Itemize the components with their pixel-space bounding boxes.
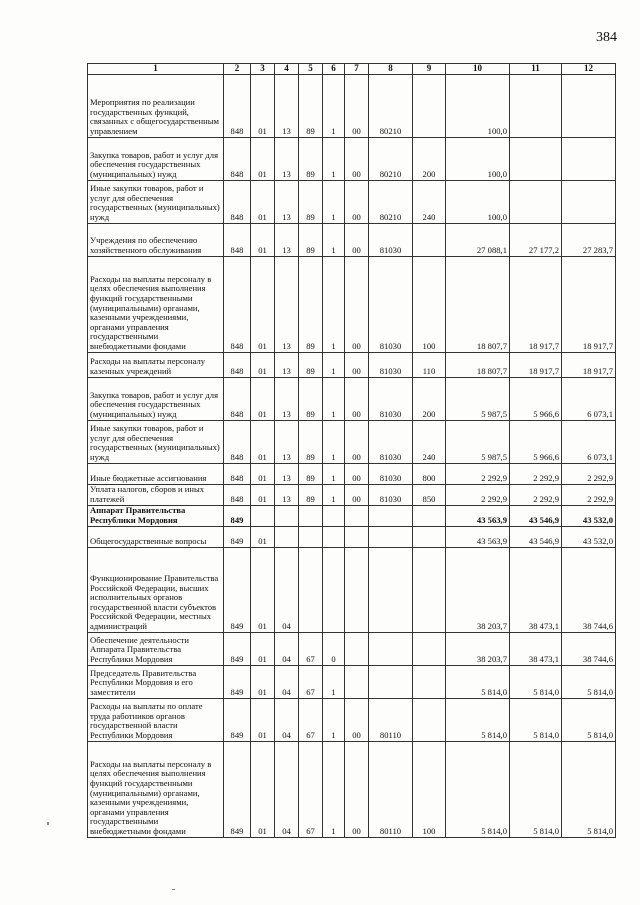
cell-col-5	[299, 547, 323, 632]
cell-col-8: 81030	[369, 377, 413, 420]
row-name-cell: Иные закупки товаров, работ и услуг для обеспечения государственных (муниципальных) нужд	[88, 180, 224, 223]
cell-col-12: 5 814,0	[562, 665, 616, 698]
col-header-2: 2	[224, 64, 251, 75]
cell-col-4: 13	[275, 420, 299, 463]
cell-col-10: 43 563,9	[446, 505, 510, 526]
cell-col-7: 00	[345, 420, 369, 463]
cell-col-2: 848	[224, 180, 251, 223]
cell-col-12: 2 292,9	[562, 463, 616, 484]
cell-col-8: 81030	[369, 223, 413, 256]
cell-col-7: 00	[345, 484, 369, 505]
cell-col-2: 848	[224, 484, 251, 505]
cell-col-12: 27 283,7	[562, 223, 616, 256]
cell-col-2: 848	[224, 352, 251, 377]
cell-col-8: 80210	[369, 137, 413, 180]
cell-col-6: 1	[323, 698, 345, 741]
cell-col-10: 38 203,7	[446, 547, 510, 632]
cell-col-9	[413, 223, 446, 256]
table-row	[88, 665, 616, 698]
cell-col-2: 849	[224, 526, 251, 547]
cell-col-11: 5 814,0	[510, 741, 562, 837]
cell-col-2: 849	[224, 698, 251, 741]
cell-col-5: 89	[299, 420, 323, 463]
cell-col-3: 01	[251, 377, 275, 420]
cell-col-12: 43 532,0	[562, 526, 616, 547]
row-name-cell: Обеспечение деятельности Аппарата Правительства Республики Мордовия	[88, 632, 224, 665]
cell-col-5: 67	[299, 698, 323, 741]
cell-col-4: 13	[275, 463, 299, 484]
cell-col-10: 2 292,9	[446, 484, 510, 505]
cell-col-8: 81030	[369, 352, 413, 377]
cell-col-4: 13	[275, 256, 299, 352]
cell-col-12: 2 292,9	[562, 484, 616, 505]
cell-col-5: 89	[299, 137, 323, 180]
cell-col-10: 27 088,1	[446, 223, 510, 256]
cell-col-4: 04	[275, 698, 299, 741]
cell-col-6	[323, 547, 345, 632]
cell-col-3: 01	[251, 665, 275, 698]
row-name-cell: Расходы на выплаты по оплате труда работников органов государственной власти Республики Мордовия	[88, 698, 224, 741]
cell-col-10: 18 807,7	[446, 256, 510, 352]
cell-col-4: 04	[275, 665, 299, 698]
col-header-8: 8	[369, 64, 413, 75]
table-row	[88, 377, 616, 420]
cell-col-4: 13	[275, 137, 299, 180]
col-header-5: 5	[299, 64, 323, 75]
cell-col-3	[251, 505, 275, 526]
cell-col-9: 850	[413, 484, 446, 505]
cell-col-4: 13	[275, 484, 299, 505]
cell-col-12: 18 917,7	[562, 256, 616, 352]
cell-col-2: 848	[224, 74, 251, 137]
cell-col-11: 5 814,0	[510, 665, 562, 698]
cell-col-6: 1	[323, 137, 345, 180]
cell-col-3: 01	[251, 256, 275, 352]
cell-col-3: 01	[251, 420, 275, 463]
table-row	[88, 74, 616, 137]
cell-col-9: 100	[413, 256, 446, 352]
cell-col-10: 100,0	[446, 137, 510, 180]
table-row	[88, 223, 616, 256]
cell-col-12: 5 814,0	[562, 698, 616, 741]
cell-col-5: 67	[299, 741, 323, 837]
cell-col-11: 38 473,1	[510, 547, 562, 632]
cell-col-10: 43 563,9	[446, 526, 510, 547]
cell-col-8	[369, 505, 413, 526]
cell-col-9: 800	[413, 463, 446, 484]
cell-col-6: 1	[323, 741, 345, 837]
cell-col-11: 38 473,1	[510, 632, 562, 665]
cell-col-7: 00	[345, 377, 369, 420]
table-row	[88, 137, 616, 180]
cell-col-6: 1	[323, 180, 345, 223]
cell-col-9: 200	[413, 137, 446, 180]
cell-col-9	[413, 526, 446, 547]
col-header-6: 6	[323, 64, 345, 75]
cell-col-12: 6 073,1	[562, 377, 616, 420]
cell-col-10: 2 292,9	[446, 463, 510, 484]
cell-col-5: 67	[299, 632, 323, 665]
row-name-cell: Аппарат Правительства Республики Мордовия	[88, 505, 224, 526]
cell-col-11: 18 917,7	[510, 352, 562, 377]
cell-col-4: 13	[275, 377, 299, 420]
scan-mark	[47, 822, 49, 825]
cell-col-4: 13	[275, 74, 299, 137]
cell-col-8: 81030	[369, 420, 413, 463]
cell-col-2: 849	[224, 547, 251, 632]
cell-col-5: 89	[299, 256, 323, 352]
cell-col-6: 1	[323, 352, 345, 377]
cell-col-5	[299, 505, 323, 526]
row-name-cell: Общегосударственные вопросы	[88, 526, 224, 547]
cell-col-3: 01	[251, 547, 275, 632]
cell-col-3: 01	[251, 180, 275, 223]
cell-col-5	[299, 526, 323, 547]
cell-col-12: 5 814,0	[562, 741, 616, 837]
cell-col-7: 00	[345, 256, 369, 352]
cell-col-7: 00	[345, 352, 369, 377]
cell-col-11: 5 966,6	[510, 377, 562, 420]
budget-table	[87, 63, 616, 838]
row-name-cell: Расходы на выплаты персоналу в целях обеспечения выполнения функций государственными (муниципальными) органами, казенными учреждениями, органами управления государственными внебюджетными фондами	[88, 741, 224, 837]
cell-col-10: 38 203,7	[446, 632, 510, 665]
cell-col-7: 00	[345, 137, 369, 180]
row-name-cell: Расходы на выплаты персоналу в целях обеспечения выполнения функций государственными (муниципальными) органами, казенными учреждениями, органами управления государственными внебюджетными фондами	[88, 256, 224, 352]
cell-col-7: 00	[345, 741, 369, 837]
cell-col-7	[345, 632, 369, 665]
cell-col-3: 01	[251, 463, 275, 484]
col-header-10: 10	[446, 64, 510, 75]
cell-col-6: 1	[323, 377, 345, 420]
row-name-cell: Иные закупки товаров, работ и услуг для обеспечения государственных (муниципальных) нужд	[88, 420, 224, 463]
cell-col-4	[275, 526, 299, 547]
cell-col-6: 1	[323, 223, 345, 256]
col-header-7: 7	[345, 64, 369, 75]
cell-col-10: 18 807,7	[446, 352, 510, 377]
row-name-cell: Закупка товаров, работ и услуг для обеспечения государственных (муниципальных) нужд	[88, 377, 224, 420]
cell-col-6: 1	[323, 74, 345, 137]
cell-col-2: 848	[224, 463, 251, 484]
cell-col-2: 848	[224, 223, 251, 256]
header-row	[88, 64, 616, 75]
cell-col-7: 00	[345, 698, 369, 741]
cell-col-6: 1	[323, 463, 345, 484]
cell-col-11: 5 966,6	[510, 420, 562, 463]
cell-col-4	[275, 505, 299, 526]
col-header-3: 3	[251, 64, 275, 75]
col-header-12: 12	[562, 64, 616, 75]
col-header-9: 9	[413, 64, 446, 75]
cell-col-9	[413, 665, 446, 698]
cell-col-9	[413, 698, 446, 741]
cell-col-2: 849	[224, 505, 251, 526]
cell-col-7	[345, 505, 369, 526]
table-row	[88, 632, 616, 665]
cell-col-7	[345, 526, 369, 547]
cell-col-11	[510, 180, 562, 223]
cell-col-7: 00	[345, 223, 369, 256]
cell-col-9: 200	[413, 377, 446, 420]
table-row	[88, 547, 616, 632]
cell-col-11	[510, 74, 562, 137]
row-name-cell: Председатель Правительства Республики Мордовия и его заместители	[88, 665, 224, 698]
row-name-cell: Закупка товаров, работ и услуг для обеспечения государственных (муниципальных) нужд	[88, 137, 224, 180]
cell-col-4: 13	[275, 180, 299, 223]
cell-col-3: 01	[251, 741, 275, 837]
cell-col-3: 01	[251, 632, 275, 665]
cell-col-8: 80110	[369, 698, 413, 741]
cell-col-7: 00	[345, 180, 369, 223]
cell-col-3: 01	[251, 74, 275, 137]
cell-col-9	[413, 632, 446, 665]
cell-col-10: 5 814,0	[446, 741, 510, 837]
cell-col-10: 5 814,0	[446, 665, 510, 698]
cell-col-12	[562, 180, 616, 223]
row-name-cell: Мероприятия по реализации государственных функций, связанных с общегосударственным управлением	[88, 74, 224, 137]
cell-col-5: 89	[299, 223, 323, 256]
table-row	[88, 180, 616, 223]
cell-col-12	[562, 137, 616, 180]
page-number: 384	[596, 30, 617, 45]
row-name-cell: Уплата налогов, сборов и иных платежей	[88, 484, 224, 505]
cell-col-7	[345, 665, 369, 698]
cell-col-12: 18 917,7	[562, 352, 616, 377]
cell-col-12: 6 073,1	[562, 420, 616, 463]
cell-col-6	[323, 526, 345, 547]
cell-col-2: 848	[224, 256, 251, 352]
cell-col-12: 38 744,6	[562, 547, 616, 632]
cell-col-11: 18 917,7	[510, 256, 562, 352]
col-header-1: 1	[88, 64, 224, 75]
cell-col-5: 89	[299, 463, 323, 484]
table-row	[88, 420, 616, 463]
cell-col-8	[369, 632, 413, 665]
scan-mark	[172, 889, 175, 890]
cell-col-5: 89	[299, 74, 323, 137]
cell-col-10: 5 814,0	[446, 698, 510, 741]
cell-col-7: 00	[345, 74, 369, 137]
cell-col-12	[562, 74, 616, 137]
table-row	[88, 484, 616, 505]
cell-col-4: 13	[275, 352, 299, 377]
cell-col-11: 5 814,0	[510, 698, 562, 741]
row-name-cell: Учреждения по обеспечению хозяйственного обслуживания	[88, 223, 224, 256]
cell-col-3: 01	[251, 526, 275, 547]
cell-col-11: 2 292,9	[510, 463, 562, 484]
cell-col-11: 43 546,9	[510, 526, 562, 547]
cell-col-9	[413, 547, 446, 632]
cell-col-6: 1	[323, 665, 345, 698]
cell-col-8	[369, 665, 413, 698]
cell-col-11: 2 292,9	[510, 484, 562, 505]
cell-col-8: 80110	[369, 741, 413, 837]
table-row	[88, 698, 616, 741]
cell-col-10: 100,0	[446, 74, 510, 137]
cell-col-4: 04	[275, 547, 299, 632]
cell-col-5: 67	[299, 665, 323, 698]
cell-col-11: 43 546,9	[510, 505, 562, 526]
cell-col-2: 848	[224, 137, 251, 180]
cell-col-9: 110	[413, 352, 446, 377]
cell-col-12: 43 532,0	[562, 505, 616, 526]
cell-col-7	[345, 547, 369, 632]
cell-col-8: 80210	[369, 74, 413, 137]
cell-col-9: 100	[413, 741, 446, 837]
col-header-4: 4	[275, 64, 299, 75]
cell-col-11: 27 177,2	[510, 223, 562, 256]
cell-col-2: 849	[224, 665, 251, 698]
cell-col-5: 89	[299, 377, 323, 420]
cell-col-2: 848	[224, 420, 251, 463]
cell-col-2: 849	[224, 741, 251, 837]
row-name-cell: Иные бюджетные ассигнования	[88, 463, 224, 484]
row-name-cell: Расходы на выплаты персоналу казенных учреждений	[88, 352, 224, 377]
table-row	[88, 741, 616, 837]
cell-col-12: 38 744,6	[562, 632, 616, 665]
cell-col-9	[413, 74, 446, 137]
cell-col-7: 00	[345, 463, 369, 484]
table-row	[88, 352, 616, 377]
cell-col-6: 1	[323, 420, 345, 463]
cell-col-10: 5 987,5	[446, 420, 510, 463]
cell-col-10: 5 987,5	[446, 377, 510, 420]
cell-col-9	[413, 505, 446, 526]
cell-col-5: 89	[299, 352, 323, 377]
cell-col-2: 849	[224, 632, 251, 665]
table-row	[88, 463, 616, 484]
cell-col-8: 81030	[369, 463, 413, 484]
cell-col-3: 01	[251, 137, 275, 180]
cell-col-8	[369, 547, 413, 632]
cell-col-6: 1	[323, 484, 345, 505]
table-row	[88, 256, 616, 352]
cell-col-5: 89	[299, 484, 323, 505]
cell-col-8: 81030	[369, 256, 413, 352]
cell-col-5: 89	[299, 180, 323, 223]
cell-col-11	[510, 137, 562, 180]
cell-col-2: 848	[224, 377, 251, 420]
table-row	[88, 505, 616, 526]
cell-col-8	[369, 526, 413, 547]
cell-col-10: 100,0	[446, 180, 510, 223]
cell-col-3: 01	[251, 484, 275, 505]
cell-col-4: 13	[275, 223, 299, 256]
cell-col-4: 04	[275, 632, 299, 665]
table-row	[88, 526, 616, 547]
cell-col-9: 240	[413, 180, 446, 223]
col-header-11: 11	[510, 64, 562, 75]
cell-col-3: 01	[251, 223, 275, 256]
row-name-cell: Функционирование Правительства Российской Федерации, высших исполнительных органов государственной власти субъектов Российской Федерации, местных администраций	[88, 547, 224, 632]
cell-col-9: 240	[413, 420, 446, 463]
cell-col-8: 80210	[369, 180, 413, 223]
cell-col-6	[323, 505, 345, 526]
cell-col-3: 01	[251, 698, 275, 741]
cell-col-6: 0	[323, 632, 345, 665]
cell-col-4: 04	[275, 741, 299, 837]
cell-col-6: 1	[323, 256, 345, 352]
cell-col-8: 81030	[369, 484, 413, 505]
cell-col-3: 01	[251, 352, 275, 377]
